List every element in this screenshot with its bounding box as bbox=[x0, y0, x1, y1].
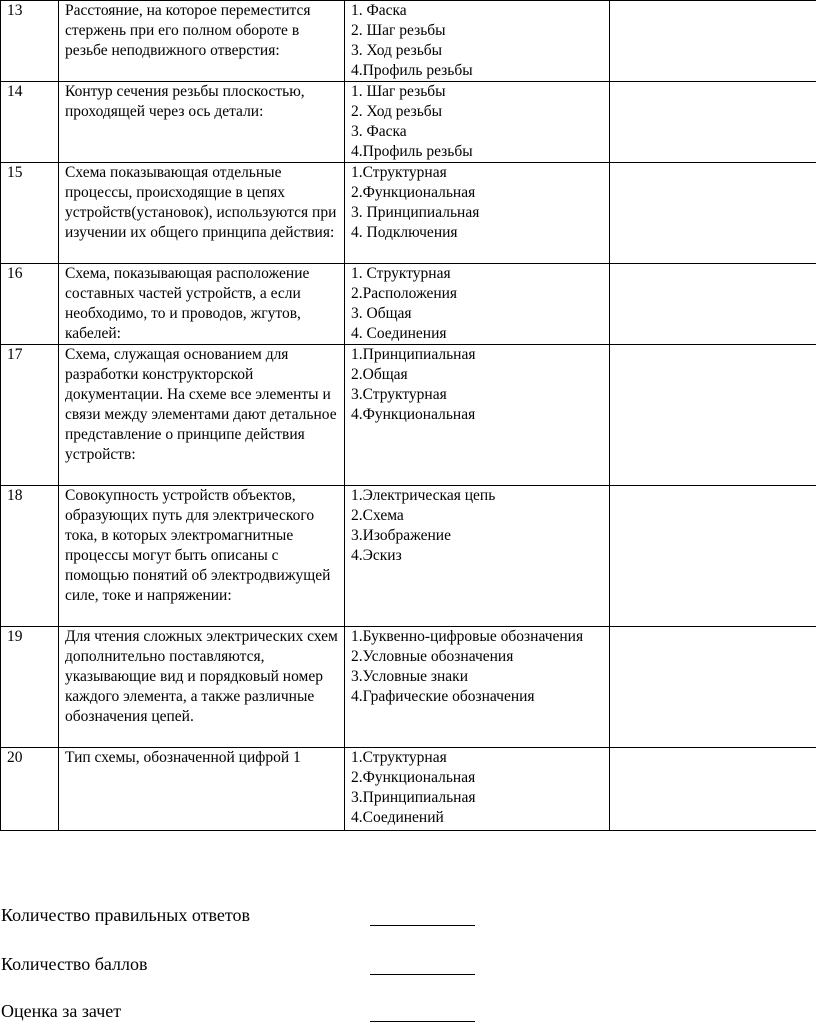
option: 1.Принципиальная bbox=[351, 346, 476, 363]
option: 4.Профиль резьбы bbox=[351, 143, 473, 160]
question-text: Схема показывающая отдельные процессы, происходящие в цепях устройств(установок), используются при изучении их общего принципа действия: bbox=[59, 163, 345, 264]
option: 2.Функциональная bbox=[351, 769, 476, 786]
answer-options bbox=[345, 627, 610, 748]
questions-table-body bbox=[1, 1, 816, 831]
option: 3.Изображение bbox=[351, 527, 451, 544]
question-number: 19 bbox=[1, 627, 59, 748]
question-text: Контур сечения резьбы плоскостью, проходящей через ось детали: bbox=[59, 82, 345, 163]
question-text: Расстояние, на которое переместится стержень при его полном обороте в резьбе неподвижного отверстия: bbox=[59, 1, 345, 82]
option: 3. Принципиальная bbox=[351, 204, 480, 221]
option: 4.Графические обозначения bbox=[351, 688, 535, 705]
answer-options bbox=[345, 264, 610, 345]
answer-cell[interactable] bbox=[610, 82, 816, 163]
answer-options bbox=[345, 486, 610, 627]
question-number: 16 bbox=[1, 264, 59, 345]
option: 2. Ход резьбы bbox=[351, 103, 443, 120]
answer-cell[interactable] bbox=[610, 163, 816, 264]
answer-options bbox=[345, 748, 610, 831]
option: 2.Схема bbox=[351, 507, 404, 524]
option: 3. Фаска bbox=[351, 123, 407, 140]
table-row bbox=[1, 345, 816, 486]
correct-answers-blank[interactable] bbox=[370, 925, 475, 926]
grade-blank[interactable] bbox=[370, 1021, 475, 1022]
correct-answers-label: Количество правильных ответов bbox=[1, 905, 251, 925]
option: 3. Ход резьбы bbox=[351, 42, 443, 59]
option: 3.Принципиальная bbox=[351, 789, 476, 806]
option: 2.Условные обозначения bbox=[351, 648, 514, 665]
answer-cell[interactable] bbox=[610, 486, 816, 627]
option: 1.Электрическая цепь bbox=[351, 487, 496, 504]
table-row bbox=[1, 1, 816, 82]
answer-cell[interactable] bbox=[610, 627, 816, 748]
option: 1. Фаска bbox=[351, 2, 407, 19]
option: 3.Условные знаки bbox=[351, 668, 469, 685]
question-text: Схема, показывающая расположение составных частей устройств, а если необходимо, то и проводов, жгутов, кабелей: bbox=[59, 264, 345, 345]
question-number: 14 bbox=[1, 82, 59, 163]
option: 3. Общая bbox=[351, 305, 412, 322]
question-number: 20 bbox=[1, 748, 59, 831]
answer-cell[interactable] bbox=[610, 264, 816, 345]
table-row bbox=[1, 163, 816, 264]
option: 4. Соединения bbox=[351, 325, 447, 342]
option: 1.Буквенно-цифровые обозначения bbox=[351, 628, 584, 645]
question-number: 18 bbox=[1, 486, 59, 627]
option: 1.Структурная bbox=[351, 164, 447, 181]
question-text: Тип схемы, обозначенной цифрой 1 bbox=[59, 748, 345, 831]
points-blank[interactable] bbox=[370, 974, 475, 975]
option: 2.Общая bbox=[351, 366, 408, 383]
option: 4.Эскиз bbox=[351, 547, 402, 564]
question-text: Для чтения сложных электрических схем дополнительно поставляются, указывающие вид и порядковый номер каждого элемента, а также различные обозначения цепей. bbox=[59, 627, 345, 748]
question-text: Схема, служащая основанием для разработки конструкторской документации. На схеме все элементы и связи между элементами дают детальное представление о принципе действия устройств: bbox=[59, 345, 345, 486]
answer-options bbox=[345, 82, 610, 163]
table-row bbox=[1, 486, 816, 627]
table-row bbox=[1, 82, 816, 163]
option: 1.Структурная bbox=[351, 749, 447, 766]
answer-cell[interactable] bbox=[610, 345, 816, 486]
option: 2.Функциональная bbox=[351, 184, 476, 201]
option: 3.Структурная bbox=[351, 386, 447, 403]
points-label: Количество баллов bbox=[1, 954, 148, 974]
option: 4. Подключения bbox=[351, 224, 458, 241]
grade-label: Оценка за зачет bbox=[1, 1001, 122, 1021]
table-row bbox=[1, 627, 816, 748]
question-number: 13 bbox=[1, 1, 59, 82]
answer-options bbox=[345, 1, 610, 82]
question-number: 15 bbox=[1, 163, 59, 264]
question-number: 17 bbox=[1, 345, 59, 486]
option: 2. Шаг резьбы bbox=[351, 22, 446, 39]
table-row bbox=[1, 264, 816, 345]
table-row bbox=[1, 748, 816, 831]
option: 1. Структурная bbox=[351, 265, 451, 282]
option: 4.Функциональная bbox=[351, 406, 476, 423]
option: 4.Профиль резьбы bbox=[351, 62, 473, 79]
option: 1. Шаг резьбы bbox=[351, 83, 446, 100]
answer-cell[interactable] bbox=[610, 1, 816, 82]
option: 4.Соединений bbox=[351, 809, 444, 826]
answer-options bbox=[345, 163, 610, 264]
answer-cell[interactable] bbox=[610, 748, 816, 831]
option: 2.Расположения bbox=[351, 285, 458, 302]
answer-options bbox=[345, 345, 610, 486]
question-text: Совокупность устройств объектов, образующих путь для электрического тока, в которых электромагнитные процессы могут быть описаны с помощью понятий об электродвижущей силе, токе и напряжении: bbox=[59, 486, 345, 627]
